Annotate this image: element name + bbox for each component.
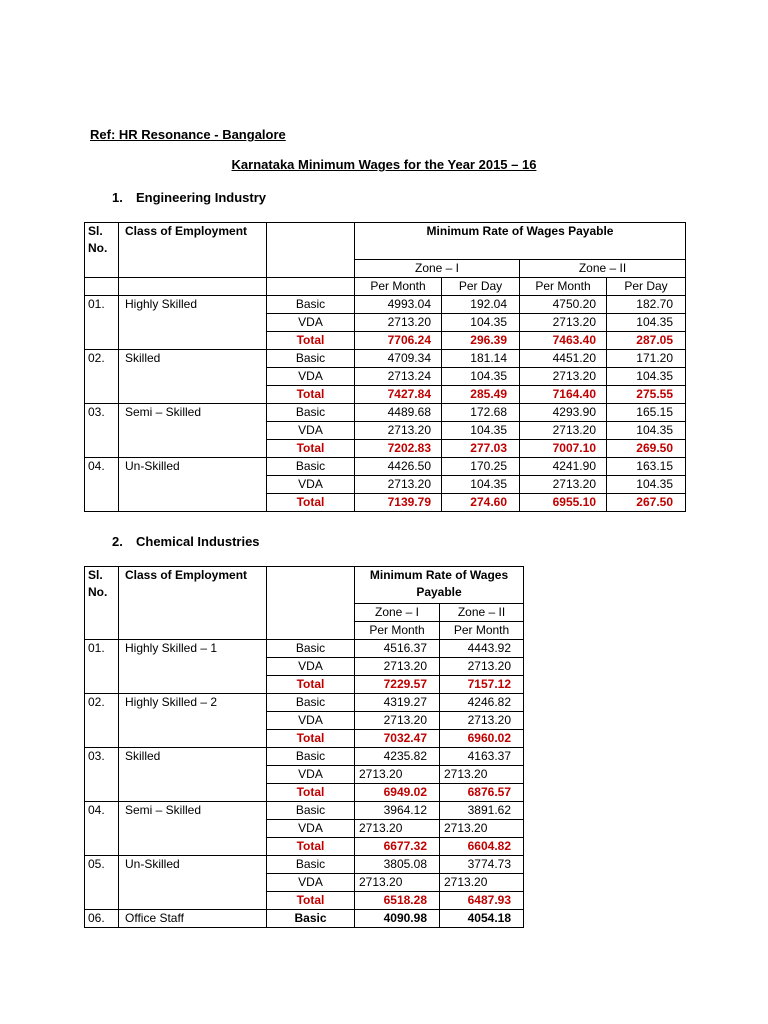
sl-number-cell: 03.: [85, 748, 119, 766]
section-title: Engineering Industry: [136, 190, 267, 205]
component-label-cell: Total: [267, 892, 355, 910]
sl-number-cell: [85, 314, 119, 332]
zone1-per-day-cell: 104.35: [442, 314, 520, 332]
class-of-employment-cell: [119, 658, 267, 676]
header-blank: [85, 278, 119, 296]
per-month-header: Per Month: [520, 278, 607, 296]
table-row: [85, 694, 524, 712]
class-of-employment-cell: Un-Skilled: [119, 458, 267, 476]
class-of-employment-cell: [119, 892, 267, 910]
zone2-per-month-cell: 6876.57: [440, 784, 524, 802]
zone1-per-month-cell: 7202.83: [355, 440, 442, 458]
class-of-employment-cell: Un-Skilled: [119, 856, 267, 874]
section-heading-chemical: [112, 534, 260, 549]
zone1-header: Zone – I: [355, 260, 520, 278]
class-of-employment-cell: Semi – Skilled: [119, 404, 267, 422]
component-label-cell: Basic: [267, 640, 355, 658]
zone1-per-month-cell: 4235.82: [355, 748, 440, 766]
zone2-per-month-cell: 3891.62: [440, 802, 524, 820]
class-of-employment-cell: Semi – Skilled: [119, 802, 267, 820]
sl-number-cell: [85, 332, 119, 350]
per-month-header: Per Month: [355, 278, 442, 296]
zone2-header: Zone – II: [440, 604, 524, 622]
sl-number-cell: [85, 494, 119, 512]
zone1-per-month-cell: 7139.79: [355, 494, 442, 512]
per-month-header: Per Month: [440, 622, 524, 640]
sl-number-cell: [85, 784, 119, 802]
zone2-per-day-cell: 171.20: [607, 350, 686, 368]
zone2-per-day-cell: 165.15: [607, 404, 686, 422]
zone2-per-month-cell: 2713.20: [520, 314, 607, 332]
class-of-employment-cell: Skilled: [119, 350, 267, 368]
sl-number-cell: 02.: [85, 350, 119, 368]
table-row: [85, 748, 524, 766]
zone2-per-day-cell: 267.50: [607, 494, 686, 512]
zone2-per-day-cell: 104.35: [607, 422, 686, 440]
sl-number-cell: [85, 676, 119, 694]
component-label-cell: VDA: [267, 368, 355, 386]
component-label-cell: VDA: [267, 712, 355, 730]
table-row: [85, 332, 686, 350]
header-blank: [267, 604, 355, 622]
sl-number-cell: 01.: [85, 296, 119, 314]
sl-number-cell: [85, 368, 119, 386]
table-row: [85, 712, 524, 730]
class-of-employment-cell: [119, 766, 267, 784]
zone2-per-month-cell: 6604.82: [440, 838, 524, 856]
header-blank: [119, 622, 267, 640]
table-row: [85, 440, 686, 458]
reference-line: Ref: HR Resonance - Bangalore: [90, 127, 286, 142]
zone2-per-month-cell: 6960.02: [440, 730, 524, 748]
zone1-header: Zone – I: [355, 604, 440, 622]
class-of-employment-cell: [119, 422, 267, 440]
table-row: [85, 856, 524, 874]
class-of-employment-cell: [119, 676, 267, 694]
sl-number-cell: [85, 766, 119, 784]
zone1-per-month-cell: 6677.32: [355, 838, 440, 856]
zone2-per-month-cell: 2713.20: [520, 368, 607, 386]
header-blank: [119, 278, 267, 296]
class-of-employment-cell: [119, 440, 267, 458]
zone1-per-month-cell: 6949.02: [355, 784, 440, 802]
component-label-cell: VDA: [267, 422, 355, 440]
zone2-per-day-cell: 275.55: [607, 386, 686, 404]
zone1-per-month-cell: 3964.12: [355, 802, 440, 820]
zone2-per-day-cell: 182.70: [607, 296, 686, 314]
class-of-employment-cell: [119, 332, 267, 350]
class-of-employment-cell: [119, 730, 267, 748]
table-row: [85, 404, 686, 422]
zone2-per-month-cell: 3774.73: [440, 856, 524, 874]
zone2-per-month-cell: 2713.20: [440, 874, 524, 892]
zone1-per-month-cell: 2713.20: [355, 766, 440, 784]
sl-no-header: Sl. No.: [85, 567, 119, 604]
zone1-per-day-cell: 104.35: [442, 476, 520, 494]
component-label-cell: Basic: [267, 404, 355, 422]
class-of-employment-cell: [119, 838, 267, 856]
zone1-per-month-cell: 7032.47: [355, 730, 440, 748]
zone2-per-month-cell: 7463.40: [520, 332, 607, 350]
zone2-per-day-cell: 104.35: [607, 368, 686, 386]
zone2-per-month-cell: 4054.18: [440, 910, 524, 928]
zone1-per-month-cell: 4709.34: [355, 350, 442, 368]
component-label-cell: Total: [267, 440, 355, 458]
header-blank: [267, 278, 355, 296]
zone1-per-month-cell: 2713.20: [355, 820, 440, 838]
zone2-per-month-cell: 4246.82: [440, 694, 524, 712]
zone1-per-day-cell: 285.49: [442, 386, 520, 404]
zone2-header: Zone – II: [520, 260, 686, 278]
table-row: [85, 296, 686, 314]
table-row: [85, 676, 524, 694]
zone2-per-month-cell: 6955.10: [520, 494, 607, 512]
zone1-per-month-cell: 7427.84: [355, 386, 442, 404]
component-label-cell: Basic: [267, 458, 355, 476]
sl-number-cell: 05.: [85, 856, 119, 874]
table-row: [85, 658, 524, 676]
sl-number-cell: [85, 476, 119, 494]
chemical-wages-table: [84, 566, 524, 928]
component-label-cell: VDA: [267, 766, 355, 784]
sl-number-cell: [85, 658, 119, 676]
zone1-per-month-cell: 2713.20: [355, 422, 442, 440]
document-title: Karnataka Minimum Wages for the Year 2015 – 16: [231, 157, 537, 172]
table-row: [85, 892, 524, 910]
zone2-per-month-cell: 4750.20: [520, 296, 607, 314]
component-label-cell: Total: [267, 838, 355, 856]
zone2-per-month-cell: 7007.10: [520, 440, 607, 458]
zone2-per-day-cell: 104.35: [607, 476, 686, 494]
class-of-employment-cell: Highly Skilled: [119, 296, 267, 314]
table-row: [85, 476, 686, 494]
component-label-cell: Basic: [267, 910, 355, 928]
zone2-per-month-cell: 2713.20: [440, 658, 524, 676]
zone2-per-month-cell: 4241.90: [520, 458, 607, 476]
component-label-cell: VDA: [267, 476, 355, 494]
class-of-employment-cell: Office Staff: [119, 910, 267, 928]
class-of-employment-cell: [119, 368, 267, 386]
zone1-per-month-cell: 2713.20: [355, 314, 442, 332]
table-row: [85, 820, 524, 838]
zone1-per-month-cell: 2713.24: [355, 368, 442, 386]
zone1-per-month-cell: 2713.20: [355, 712, 440, 730]
table-row: [85, 802, 524, 820]
zone1-per-month-cell: 7229.57: [355, 676, 440, 694]
zone1-per-day-cell: 172.68: [442, 404, 520, 422]
class-of-employment-cell: [119, 494, 267, 512]
min-rate-header: Minimum Rate of Wages Payable: [355, 567, 524, 604]
per-day-header: Per Day: [442, 278, 520, 296]
zone1-per-day-cell: 277.03: [442, 440, 520, 458]
section-heading-engineering: [112, 190, 266, 205]
component-label-cell: Total: [267, 784, 355, 802]
zone2-per-month-cell: 7157.12: [440, 676, 524, 694]
zone1-per-month-cell: 4090.98: [355, 910, 440, 928]
class-of-employment-cell: [119, 784, 267, 802]
zone1-per-month-cell: 2713.20: [355, 658, 440, 676]
sl-number-cell: [85, 386, 119, 404]
component-label-cell: VDA: [267, 658, 355, 676]
zone2-per-month-cell: 2713.20: [440, 820, 524, 838]
component-label-cell: VDA: [267, 874, 355, 892]
component-label-cell: Basic: [267, 748, 355, 766]
component-label-cell: Basic: [267, 296, 355, 314]
sl-number-cell: [85, 440, 119, 458]
zone2-per-month-cell: 2713.20: [520, 476, 607, 494]
zone2-per-month-cell: 4293.90: [520, 404, 607, 422]
header-blank: [85, 260, 119, 278]
sl-no-header: Sl. No.: [85, 223, 119, 260]
sl-number-cell: [85, 730, 119, 748]
zone2-per-day-cell: 269.50: [607, 440, 686, 458]
table-row: [85, 494, 686, 512]
component-label-cell: Total: [267, 332, 355, 350]
section-title: Chemical Industries: [136, 534, 260, 549]
component-label-cell: Total: [267, 676, 355, 694]
table-row: [85, 640, 524, 658]
zone1-per-month-cell: 4426.50: [355, 458, 442, 476]
header-blank: [119, 604, 267, 622]
zone1-per-month-cell: 2713.20: [355, 874, 440, 892]
class-header: Class of Employment: [119, 223, 267, 260]
zone1-per-day-cell: 274.60: [442, 494, 520, 512]
header-blank: [267, 567, 355, 604]
sl-number-cell: [85, 892, 119, 910]
zone1-per-month-cell: 4993.04: [355, 296, 442, 314]
zone2-per-day-cell: 104.35: [607, 314, 686, 332]
table-row: [85, 350, 686, 368]
component-label-cell: Total: [267, 386, 355, 404]
class-of-employment-cell: [119, 712, 267, 730]
per-month-header: Per Month: [355, 622, 440, 640]
min-rate-header: Minimum Rate of Wages Payable: [355, 223, 686, 260]
zone2-per-month-cell: 7164.40: [520, 386, 607, 404]
table-row: [85, 874, 524, 892]
header-blank: [267, 260, 355, 278]
class-of-employment-cell: Highly Skilled – 1: [119, 640, 267, 658]
zone1-per-day-cell: 170.25: [442, 458, 520, 476]
table-row: [85, 386, 686, 404]
zone2-per-day-cell: 287.05: [607, 332, 686, 350]
class-of-employment-cell: [119, 820, 267, 838]
zone1-per-month-cell: 6518.28: [355, 892, 440, 910]
sl-number-cell: [85, 712, 119, 730]
class-of-employment-cell: [119, 476, 267, 494]
zone2-per-month-cell: 2713.20: [520, 422, 607, 440]
table-row: [85, 314, 686, 332]
table-row: [85, 766, 524, 784]
component-label-cell: VDA: [267, 314, 355, 332]
class-of-employment-cell: [119, 874, 267, 892]
component-label-cell: Total: [267, 730, 355, 748]
table-row: [85, 730, 524, 748]
component-label-cell: Basic: [267, 350, 355, 368]
sl-number-cell: 02.: [85, 694, 119, 712]
header-blank: [85, 604, 119, 622]
component-label-cell: Basic: [267, 856, 355, 874]
table-row: [85, 422, 686, 440]
component-label-cell: Total: [267, 494, 355, 512]
zone2-per-month-cell: 4451.20: [520, 350, 607, 368]
zone1-per-day-cell: 181.14: [442, 350, 520, 368]
zone2-per-month-cell: 4163.37: [440, 748, 524, 766]
table-row: [85, 784, 524, 802]
zone2-per-month-cell: 2713.20: [440, 766, 524, 784]
sl-number-cell: 03.: [85, 404, 119, 422]
table-row: [85, 838, 524, 856]
zone1-per-day-cell: 192.04: [442, 296, 520, 314]
zone1-per-month-cell: 3805.08: [355, 856, 440, 874]
zone2-per-day-cell: 163.15: [607, 458, 686, 476]
sl-number-cell: [85, 820, 119, 838]
component-label-cell: VDA: [267, 820, 355, 838]
table-row: [85, 910, 524, 928]
zone1-per-day-cell: 296.39: [442, 332, 520, 350]
sl-number-cell: 01.: [85, 640, 119, 658]
zone1-per-day-cell: 104.35: [442, 422, 520, 440]
sl-number-cell: 06.: [85, 910, 119, 928]
header-blank: [267, 622, 355, 640]
sl-number-cell: [85, 422, 119, 440]
zone1-per-month-cell: 4489.68: [355, 404, 442, 422]
header-blank: [85, 622, 119, 640]
sl-number-cell: [85, 874, 119, 892]
header-blank: [267, 223, 355, 260]
zone1-per-month-cell: 7706.24: [355, 332, 442, 350]
sl-number-cell: 04.: [85, 458, 119, 476]
zone2-per-month-cell: 6487.93: [440, 892, 524, 910]
sl-number-cell: 04.: [85, 802, 119, 820]
section-number: 1.: [112, 190, 123, 205]
zone2-per-month-cell: 4443.92: [440, 640, 524, 658]
header-blank: [119, 260, 267, 278]
zone1-per-month-cell: 4319.27: [355, 694, 440, 712]
sl-number-cell: [85, 838, 119, 856]
component-label-cell: Basic: [267, 802, 355, 820]
per-day-header: Per Day: [607, 278, 686, 296]
table-row: [85, 458, 686, 476]
engineering-wages-table: [84, 222, 686, 512]
zone1-per-month-cell: 2713.20: [355, 476, 442, 494]
class-header: Class of Employment: [119, 567, 267, 604]
table-row: [85, 368, 686, 386]
zone1-per-day-cell: 104.35: [442, 368, 520, 386]
class-of-employment-cell: Highly Skilled – 2: [119, 694, 267, 712]
zone2-per-month-cell: 2713.20: [440, 712, 524, 730]
class-of-employment-cell: Skilled: [119, 748, 267, 766]
class-of-employment-cell: [119, 314, 267, 332]
zone1-per-month-cell: 4516.37: [355, 640, 440, 658]
section-number: 2.: [112, 534, 123, 549]
component-label-cell: Basic: [267, 694, 355, 712]
class-of-employment-cell: [119, 386, 267, 404]
